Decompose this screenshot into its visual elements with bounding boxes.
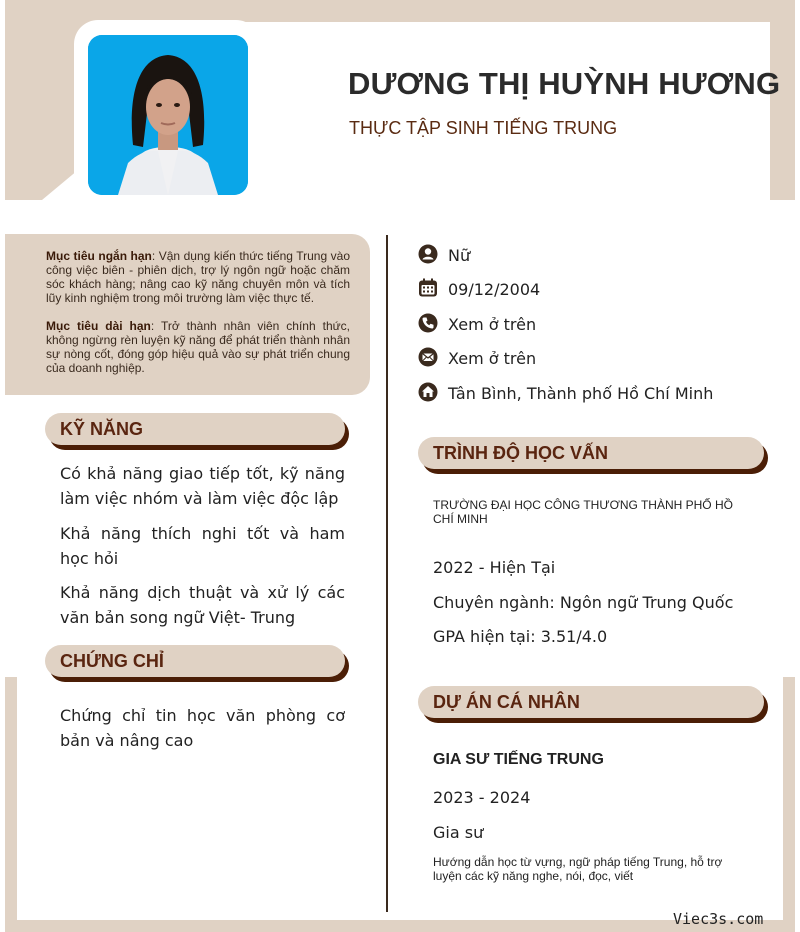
education-title: TRÌNH ĐỘ HỌC VẤN xyxy=(433,443,608,463)
watermark: Viec3s.com xyxy=(673,910,764,928)
education-school: TRƯỜNG ĐẠI HỌC CÔNG THƯƠNG THÀNH PHỐ HỒ CHÍ MINH xyxy=(433,498,733,526)
education-major: Chuyên ngành: Ngôn ngữ Trung Quốc xyxy=(433,593,734,612)
project-role: Gia sư xyxy=(433,823,484,842)
contact-dob: 09/12/2004 xyxy=(448,280,541,299)
user-icon xyxy=(418,244,438,264)
objective-long-label: Mục tiêu dài hạn xyxy=(46,319,151,333)
skills-title: KỸ NĂNG xyxy=(60,419,144,439)
column-divider xyxy=(386,235,388,912)
education-gpa: GPA hiện tại: 3.51/4.0 xyxy=(433,627,608,646)
projects-title: DỰ ÁN CÁ NHÂN xyxy=(433,692,580,712)
profile-photo xyxy=(88,35,248,195)
certificates-title: CHỨNG CHỈ xyxy=(60,651,164,671)
project-description: Hướng dẫn học từ vựng, ngữ pháp tiếng Trung, hỗ trợ luyện các kỹ năng nghe, nói, đọc, viết xyxy=(433,855,723,883)
objective-short xyxy=(46,249,350,305)
candidate-role: THỰC TẬP SINH TIẾNG TRUNG xyxy=(349,118,618,138)
candidate-name: DƯƠNG THỊ HUỲNH HƯƠNG xyxy=(348,66,781,101)
projects-header xyxy=(418,686,764,718)
contact-address: Tân Bình, Thành phố Hồ Chí Minh xyxy=(448,384,714,403)
project-name: GIA SƯ TIẾNG TRUNG xyxy=(433,751,604,768)
skill-item: Khả năng thích nghi tốt và ham học hỏi xyxy=(60,524,345,568)
education-header xyxy=(418,437,764,469)
contact-email: Xem ở trên xyxy=(448,349,537,368)
paper-top xyxy=(245,22,770,212)
home-icon xyxy=(418,382,438,402)
objective-short-label: Mục tiêu ngắn hạn xyxy=(46,249,152,263)
skill-item: Có khả năng giao tiếp tốt, kỹ năng làm việc nhóm và làm việc độc lập xyxy=(60,464,345,508)
objective-short-text: : Vận dụng kiến thức tiếng Trung vào công việc biên - phiên dịch, trợ lý ngôn ngữ hoặc chăm sóc khách hàng; nâng cao kỹ năng chuyên môn và tích lũy kinh nghiệm trong môi trường làm việc thực tế. xyxy=(46,249,350,305)
objective-long xyxy=(46,319,350,375)
objective-long-text: : Trở thành nhân viên chính thức, không ngừng rèn luyện kỹ năng để phát triển thành nhân sự nòng cốt, đóng góp hiệu quả vào sự phát triển chung của doanh nghiệp. xyxy=(46,319,350,375)
skill-item: Khả năng dịch thuật và xử lý các văn bản song ngữ Việt- Trung xyxy=(60,583,345,627)
portrait-illustration xyxy=(88,35,248,195)
certificates-header xyxy=(45,645,345,677)
project-period: 2023 - 2024 xyxy=(433,788,531,807)
contact-phone: Xem ở trên xyxy=(448,315,537,334)
education-period: 2022 - Hiện Tại xyxy=(433,558,556,577)
email-icon xyxy=(418,347,438,367)
skills-header xyxy=(45,413,345,445)
phone-icon xyxy=(418,313,438,333)
certificate-item: Chứng chỉ tin học văn phòng cơ bản và nâng cao xyxy=(60,706,345,750)
calendar-icon xyxy=(418,278,438,298)
contact-gender: Nữ xyxy=(448,246,471,265)
